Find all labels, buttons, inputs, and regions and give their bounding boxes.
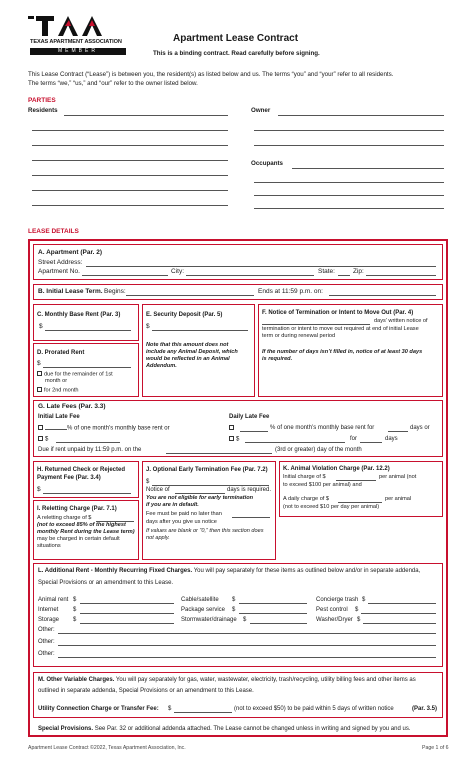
notice-line-2: termination or intent to move out required at end of initial Lease: [262, 326, 419, 332]
section-l-additional-rent: [33, 563, 443, 667]
intro-line2: The terms “we,” “us,” and “our” refer to the owner listed below.: [28, 80, 198, 87]
daily-late-days2: days: [385, 436, 398, 442]
initial-late-dollar-option[interactable]: $: [38, 436, 48, 443]
daily-late-days-text: days or: [410, 425, 430, 431]
apartment-no-field[interactable]: [82, 275, 168, 276]
pest-field[interactable]: [361, 613, 436, 614]
early-term-note-2: if you are in default.: [146, 502, 199, 508]
checkbox-initial-dollar[interactable]: [38, 436, 43, 441]
checkbox-daily-pct[interactable]: [229, 425, 234, 430]
initial-late-pct-option[interactable]: % of one month’s monthly base rent or: [38, 425, 170, 432]
animal-line-1: Initial charge of $: [283, 474, 326, 480]
early-term-notice-of: Notice of: [146, 487, 170, 493]
section-h-title-2: Payment Fee (Par. 3.4): [37, 475, 101, 481]
cable-field[interactable]: [239, 603, 307, 604]
reletting-line-4: may be charged in certain default: [37, 536, 120, 542]
daily-late-pct-option[interactable]: [229, 425, 236, 432]
other-field-3[interactable]: [58, 657, 436, 658]
daily-late-pct-field[interactable]: [240, 431, 268, 432]
internet-field[interactable]: [80, 613, 174, 614]
charge-label: Internet: [38, 607, 59, 613]
page-title: Apartment Lease Contract: [173, 33, 299, 44]
utility-fee-field[interactable]: [174, 712, 232, 713]
begins-field[interactable]: [126, 295, 254, 296]
animal-line-3b: per animal: [385, 496, 412, 502]
daily-late-for-field[interactable]: [360, 442, 382, 443]
charge-label: Cable/satellite: [181, 597, 219, 603]
notice-note-2: is required.: [262, 356, 293, 362]
street-address-field[interactable]: [86, 266, 436, 267]
charge-label: Other:: [38, 639, 55, 645]
page-subtitle: This is a binding contract. Read carefully before signing.: [153, 50, 320, 57]
section-d-title: D. Prorated Rent: [37, 350, 85, 356]
early-term-pay-field[interactable]: [232, 517, 270, 518]
section-f-title: F. Notice of Termination or Intent to Move Out (Par. 4): [262, 310, 414, 316]
charge-label: Washer/Dryer: [316, 617, 353, 623]
returned-check-field[interactable]: [43, 493, 131, 494]
returned-check-dollar: $: [37, 486, 41, 493]
street-address-label: Street Address:: [38, 259, 83, 266]
base-rent-field[interactable]: [45, 330, 131, 331]
ends-label: Ends at 11:59 p.m. on:: [258, 288, 323, 295]
reletting-line-5: situations: [37, 543, 61, 549]
notice-note-1: If the number of days isn’t filled in, notice of at least 30 days: [262, 349, 423, 355]
deposit-note-1: Note that this amount does not: [146, 342, 229, 348]
section-c-title: C. Monthly Base Rent (Par. 3): [37, 312, 121, 318]
owner-label: Owner: [251, 107, 271, 114]
footer-page-number: Page 1 of 6: [422, 745, 449, 751]
daily-late-days-field[interactable]: [388, 431, 408, 432]
stormwater-field[interactable]: [250, 623, 307, 624]
charge-label: Other:: [38, 651, 55, 657]
prorated-dollar: $: [37, 360, 41, 367]
daily-late-dollar-field[interactable]: [245, 442, 345, 443]
prorated-option-1[interactable]: due for the remainder of 1st: [37, 371, 113, 378]
deposit-note-3: would be reflected in an Animal: [146, 356, 230, 362]
zip-label: Zip:: [353, 268, 364, 275]
charge-dollar: $: [73, 607, 77, 613]
charge-label: Pest control: [316, 607, 348, 613]
animal-line-1b: per animal (not: [379, 474, 417, 480]
utility-par: (Par. 3.5): [412, 706, 438, 712]
notice-days-field[interactable]: [262, 324, 370, 325]
charge-dollar: $: [232, 597, 236, 603]
animal-line-2: to exceed $100 per animal) and: [283, 482, 362, 488]
section-a-title: A. Apartment (Par. 2): [38, 249, 103, 256]
early-term-note-3: If values are blank or “0,” then this section does: [146, 528, 264, 534]
logo-member: MEMBER: [58, 48, 98, 54]
deposit-dollar: $: [146, 323, 150, 330]
section-b-title: B. Initial Lease Term.: [38, 288, 103, 295]
early-term-dollar: $: [146, 479, 150, 485]
ends-field[interactable]: [329, 295, 436, 296]
occupants-label: Occupants: [251, 160, 283, 167]
parties-heading: PARTIES: [28, 97, 56, 104]
notice-line-3: term or during renewal period: [262, 333, 336, 339]
early-term-note-4: not apply.: [146, 535, 170, 541]
special-provisions: Special Provisions. See Par. 32 or additional addenda attached. The Lease cannot be changed unless in writing and signed by you and us.: [38, 726, 411, 732]
late-due-day-field[interactable]: [166, 453, 272, 454]
daily-late-for: for: [350, 436, 358, 442]
checkbox-remainder[interactable]: [37, 371, 42, 376]
package-field[interactable]: [239, 613, 307, 614]
lease-details-heading: LEASE DETAILS: [28, 228, 79, 235]
early-term-fee-field[interactable]: [152, 485, 269, 486]
checkbox-daily-dollar[interactable]: [229, 436, 234, 441]
city-field[interactable]: [186, 275, 314, 276]
utility-dollar: $: [168, 706, 172, 712]
reletting-line-3: monthly Rent during the Lease term): [37, 529, 135, 535]
section-g-title: G. Late Fees (Par. 3.3): [38, 403, 106, 410]
charge-label: Concierge trash: [316, 597, 359, 603]
initial-late-dollar-field[interactable]: [56, 442, 120, 443]
charge-dollar: $: [73, 597, 77, 603]
begins-label: Begins:: [104, 288, 126, 295]
section-c-base-rent: [33, 304, 139, 341]
section-m-desc-2: outlined in separate addenda, Special Provisions or an amendment to this Lease.: [38, 688, 254, 694]
early-term-line-2: days after you give us notice: [146, 519, 217, 525]
charge-dollar: $: [355, 607, 359, 613]
taa-logo: [28, 14, 132, 58]
early-term-notice-field[interactable]: [175, 493, 225, 494]
state-label: State:: [318, 268, 335, 275]
animal-line-4: (not to exceed $10 per day per animal): [283, 504, 380, 510]
charge-label: Animal rent: [38, 597, 69, 603]
footer-copyright: Apartment Lease Contract ©2022, Texas Apartment Association, Inc.: [28, 745, 186, 751]
daily-late-pct-text: % of one month’s monthly base rent for: [270, 425, 375, 431]
notice-line-1: days’ written notice of: [374, 318, 428, 324]
section-j-title: J. Optional Early Termination Fee (Par. 7.2): [146, 467, 268, 473]
base-rent-dollar: $: [39, 323, 43, 330]
concierge-field[interactable]: [368, 603, 436, 604]
utility-note: (not to exceed $50) to be paid within 5 days of written notice: [234, 706, 394, 712]
reletting-line-2: (not to exceed 85% of the highest: [37, 522, 126, 528]
late-due-third: (3rd or greater) day of the month: [275, 447, 362, 453]
section-h-title-1: H. Returned Check or Rejected: [37, 467, 126, 473]
zip-field[interactable]: [366, 275, 436, 276]
utility-connection-label: Utility Connection Charge or Transfer Fee:: [38, 706, 159, 712]
deposit-note-2: include any Animal Deposit, which: [146, 349, 238, 355]
section-e-title: E. Security Deposit (Par. 5): [146, 312, 223, 318]
washer-field[interactable]: [363, 623, 436, 624]
checkbox-second-month[interactable]: [37, 387, 42, 392]
deposit-note-4: Addendum.: [146, 363, 177, 369]
charge-dollar: $: [362, 597, 366, 603]
charge-label: Storage: [38, 617, 60, 623]
section-k-title: K. Animal Violation Charge (Par. 12.2): [283, 466, 390, 472]
daily-late-dollar-option[interactable]: $: [229, 436, 239, 443]
initial-late-fee-label: Initial Late Fee: [38, 414, 80, 420]
deposit-field[interactable]: [152, 330, 248, 331]
charge-dollar: $: [232, 607, 236, 613]
intro-line1: This Lease Contract (“Lease”) is between you, the resident(s) as listed below and us. The terms “you” and “your” refer to all residents.: [28, 71, 394, 78]
prorated-field[interactable]: [43, 367, 131, 368]
state-field[interactable]: [338, 275, 350, 276]
checkbox-initial-pct[interactable]: [38, 425, 43, 430]
section-m-title-line: M. Other Variable Charges. You will pay separately for gas, water, wastewater, electricity, trash/recycling, utility billing fees and other items as: [38, 677, 416, 683]
apartment-no-label: Apartment No.: [38, 268, 80, 275]
prorated-option-1b: month or: [45, 378, 68, 384]
section-l-title-line: L. Additional Rent - Monthly Recurring Fixed Charges. You will pay separately for these items as outlined below and/or in separate addenda,: [38, 568, 421, 574]
other-field-2[interactable]: [58, 645, 436, 646]
section-i-title: I. Reletting Charge (Par. 7.1): [37, 506, 117, 512]
other-field-1[interactable]: [58, 633, 436, 634]
animal-line-3: A daily charge of $: [283, 496, 330, 502]
charge-dollar: $: [73, 617, 77, 623]
charge-dollar: $: [243, 617, 247, 623]
prorated-option-2[interactable]: for 2nd month: [37, 387, 79, 394]
late-due-text: Due if rent unpaid by 11:59 p.m. on the: [38, 447, 142, 453]
charge-dollar: $: [357, 617, 361, 623]
daily-late-fee-label: Daily Late Fee: [229, 414, 270, 420]
animal-initial-field[interactable]: [336, 480, 376, 481]
charge-label: Package service: [181, 607, 226, 613]
early-term-days-req: days is required.: [227, 487, 272, 493]
taa-logo-mark: [28, 14, 132, 38]
city-label: City:: [171, 268, 184, 275]
charge-label: Stormwater/drainage: [181, 617, 237, 623]
storage-field[interactable]: [80, 623, 174, 624]
animal-daily-field[interactable]: [338, 502, 382, 503]
residents-label: Residents: [28, 107, 58, 114]
animal-rent-field[interactable]: [80, 603, 174, 604]
early-term-line-1: Fee must be paid no later than: [146, 511, 222, 517]
section-l-desc-2: Special Provisions or an amendment to this Lease.: [38, 580, 174, 586]
reletting-line-1: A reletting charge of $: [37, 515, 92, 521]
logo-association: TEXAS APARTMENT ASSOCIATION: [30, 39, 122, 45]
early-term-note-1: You are not eligible for early termination: [146, 495, 254, 501]
charge-label: Other:: [38, 627, 55, 633]
